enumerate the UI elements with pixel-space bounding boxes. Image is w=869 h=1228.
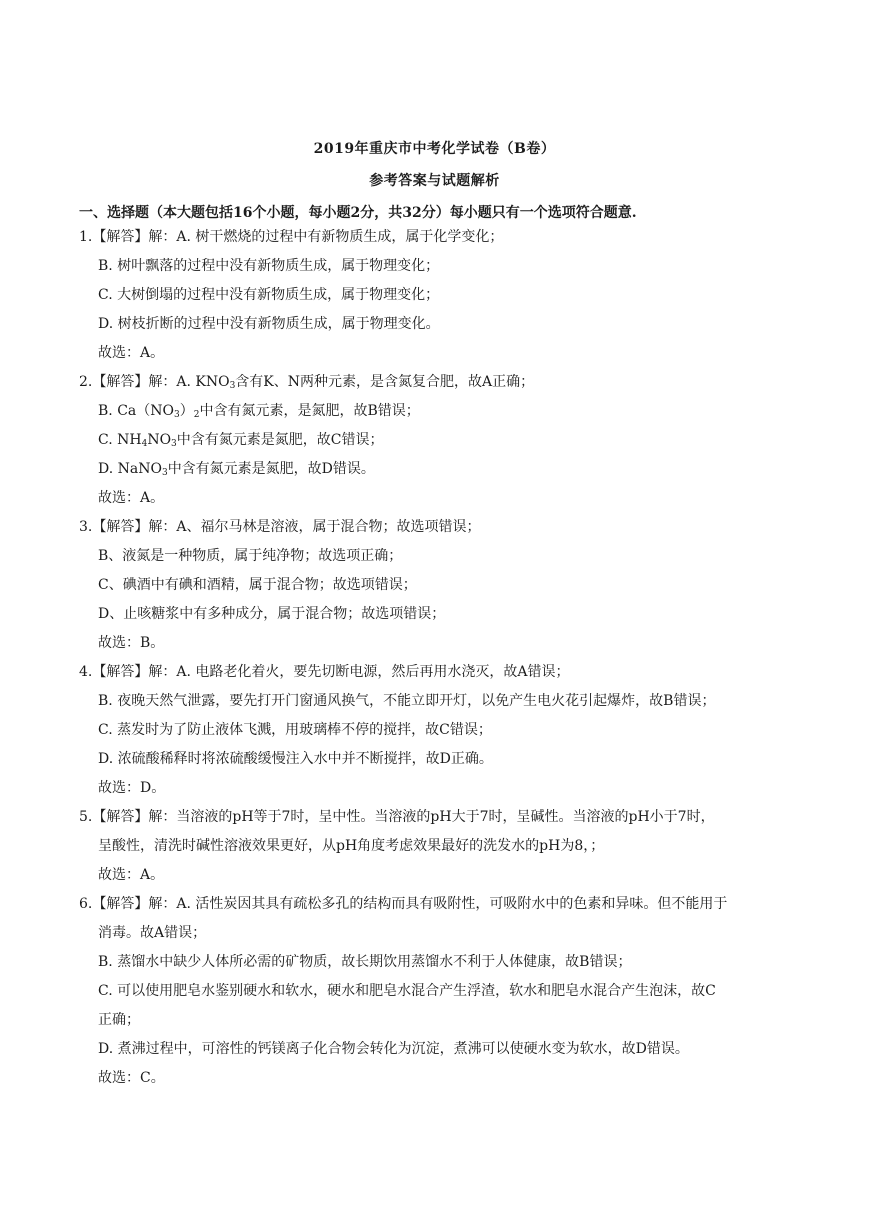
- q4-answer-d: D. 浓硫酸稀释时将浓硫酸缓慢注入水中并不断搅拌，故D正确。: [98, 751, 493, 767]
- section-heading: 一、选择题（本大题包括16个小题，每小题2分，共32分）每小题只有一个选项符合题意.: [79, 205, 637, 221]
- q3-answer-d: D、止咳糖浆中有多种成分，属于混合物；故选项错误；: [98, 606, 446, 622]
- document-title: 2019年重庆市中考化学试卷（B卷）: [313, 141, 556, 157]
- q6-answer-d: D. 煮沸过程中，可溶性的钙镁离子化合物会转化为沉淀，煮沸可以使硬水变为软水，故D错误。: [98, 1041, 689, 1057]
- q6-answer-b: B. 蒸馏水中缺少人体所必需的矿物质，故长期饮用蒸馏水不利于人体健康，故B错误；: [98, 954, 632, 970]
- q6-answer-a: 6.【解答】解：A. 活性炭因其具有疏松多孔的结构而具有吸附性，可吸附水中的色素和异味。但不能用于: [79, 896, 728, 912]
- q5-answer-cont: 呈酸性，清洗时碱性溶液效果更好，从pH角度考虑效果最好的洗发水的pH为8，；: [98, 838, 605, 854]
- q6-answer-c: C. 可以使用肥皂水鉴别硬水和软水，硬水和肥皂水混合产生浮渣，软水和肥皂水混合产生泡沫，故C: [98, 983, 716, 999]
- q3-answer-c: C、碘酒中有碘和酒精，属于混合物；故选项错误；: [98, 577, 417, 593]
- q2-answer-b: B. $Ca(NO_3)_2$中含有氮元素，是氮肥，故B错误；: [98, 403, 420, 420]
- q3-answer-b: B、液氮是一种物质，属于纯净物；故选项正确；: [98, 548, 403, 564]
- q4-choice: 故选：D。: [98, 780, 166, 796]
- q1-answer-b: B. 树叶飘落的过程中没有新物质生成，属于物理变化；: [98, 258, 440, 274]
- q3-choice: 故选：B。: [98, 635, 165, 651]
- q1-choice: 故选：A。: [98, 345, 165, 361]
- q6-answer-a-cont: 消毒。故A错误；: [98, 925, 207, 941]
- q2-answer-a: 2.【解答】解：A. $KNO_3$含有K、N两种元素，是含氮复合肥，故A正确；: [79, 374, 535, 391]
- q2-answer-c: C. $NH_4NO_3$中含有氮元素是氮肥，故C错误；: [98, 432, 384, 449]
- q3-answer-a: 3.【解答】解：A、福尔马林是溶液，属于混合物；故选项错误；: [79, 519, 481, 535]
- q5-answer: 5.【解答】解：当溶液的pH等于7时，呈中性。当溶液的pH大于7时，呈碱性。当溶液的pH小于7时，: [79, 809, 715, 825]
- q4-answer-c: C. 蒸发时为了防止液体飞溅，用玻璃棒不停的搅拌，故C错误；: [98, 722, 492, 738]
- q1-answer-a: 1.【解答】解：A. 树干燃烧的过程中有新物质生成，属于化学变化；: [79, 229, 504, 245]
- q1-answer-c: C. 大树倒塌的过程中没有新物质生成，属于物理变化；: [98, 287, 440, 303]
- q5-choice: 故选：A。: [98, 867, 165, 883]
- q2-choice: 故选：A。: [98, 490, 165, 506]
- q6-answer-c-cont: 正确；: [98, 1012, 140, 1028]
- q1-answer-d: D. 树枝折断的过程中没有新物质生成，属于物理变化。: [98, 316, 440, 332]
- document-subtitle: 参考答案与试题解析: [369, 173, 500, 189]
- q4-answer-b: B. 夜晚天然气泄露，要先打开门窗通风换气，不能立即开灯，以免产生电火花引起爆炸，故B错误；: [98, 693, 716, 709]
- q6-choice: 故选：C。: [98, 1070, 165, 1086]
- q2-answer-d: D. NaNO$_3$中含有氮元素是氮肥，故D错误。: [98, 461, 375, 478]
- q4-answer-a: 4.【解答】解：A. 电路老化着火，要先切断电源，然后再用水浇灭，故A错误；: [79, 664, 570, 680]
